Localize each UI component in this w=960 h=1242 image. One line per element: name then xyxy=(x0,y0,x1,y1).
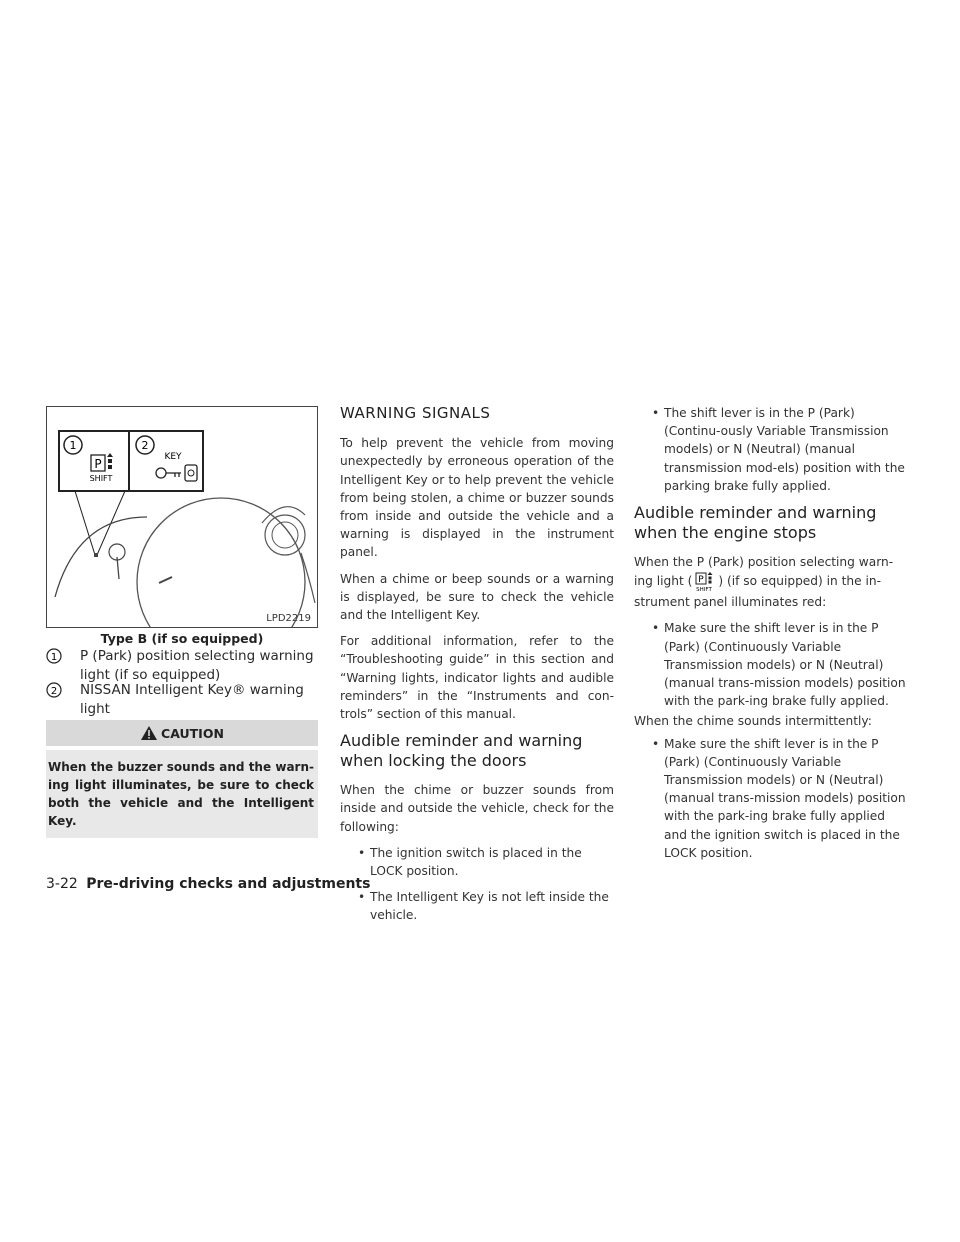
callout-2: 2 xyxy=(141,439,149,452)
caution-box xyxy=(46,720,318,838)
locking-intro: When the chime or buzzer sounds from inside and outside the vehicle, check for the following: xyxy=(340,783,614,834)
figure-instrument-panel xyxy=(46,406,318,628)
number-1-icon xyxy=(46,648,62,664)
svg-text:1: 1 xyxy=(50,652,58,663)
section-title: Pre-driving checks and adjustments xyxy=(86,876,371,892)
engine-bullet-2: • Make sure the shift lever is in the P (Park) (Continuously Variable Transmission models) or N (Neutral) (manual trans-mission models) position with the park-ing brake fully applied and the ignition switch is placed in the LOCK position. xyxy=(634,735,906,862)
instrument-cluster-illustration xyxy=(47,407,317,627)
warning-paragraph-3: For additional information, refer to the “Troubleshooting guide” in this section and “Warning lights, indicator lights and audible reminders” in the “Instruments and con-trols” section of this manual. xyxy=(340,634,614,722)
engine-intermittent: When the chime sounds intermittently: xyxy=(634,714,872,729)
warning-paragraph-1: To help prevent the vehicle from moving unexpectedly by erroneous operation of the Intelligent Key or to help prevent the vehicle from being stolen, a chime or buzzer sounds from inside and outside the vehicle and a warning is displayed in the instrument panel. xyxy=(340,436,614,560)
column-warning-signals xyxy=(340,404,614,933)
heading-warning-signals: WARNING SIGNALS xyxy=(340,404,491,422)
figure-code: LPD2219 xyxy=(266,613,311,624)
svg-text:KEY: KEY xyxy=(164,452,182,462)
callout-1: 1 xyxy=(69,439,77,452)
engine-intro xyxy=(634,553,906,611)
engine-intro-part-a: When the P (Park) position selecting warn-ing light ( xyxy=(634,555,894,589)
legend-item-1 xyxy=(46,647,318,685)
legend-text-1: P (Park) position selecting warning light (if so equipped) xyxy=(80,648,314,683)
number-2-icon xyxy=(46,682,62,698)
park-shift-icon xyxy=(694,571,716,593)
figure-caption: Type B (if so equipped) xyxy=(100,631,264,646)
warning-triangle-icon xyxy=(140,725,158,741)
svg-text:2: 2 xyxy=(50,686,58,697)
engine-bullet-1: • Make sure the shift lever is in the P (Park) (Continuously Variable Transmission models) or N (Neutral) (manual trans-mission models) position with the park-ing brake fully applied. xyxy=(634,619,906,710)
locking-bullet-2: • The Intelligent Key is not left inside the vehicle. xyxy=(340,888,614,924)
caution-text: When the buzzer sounds and the warn-ing light illuminates, be sure to check both the vehicle and the Intelligent Key. xyxy=(46,750,318,838)
svg-text:SHIFT: SHIFT xyxy=(696,587,713,594)
engine-intro-part-b: ) (if so equipped) in the in-strument panel illuminates red: xyxy=(634,574,882,610)
locking-bullet-3: • The shift lever is in the P (Park) (Continu-ously Variable Transmission models) or N (Neutral) (manual transmission mod-els) position with the parking brake fully applied. xyxy=(634,404,906,495)
legend-item-2 xyxy=(46,681,318,719)
svg-text:SHIFT: SHIFT xyxy=(89,474,113,483)
heading-engine-stops: Audible reminder and warning when the engine stops xyxy=(634,503,877,543)
caution-header xyxy=(46,720,318,746)
warning-paragraph-2: When a chime or beep sounds or a warning is displayed, be sure to check the vehicle and the Intelligent Key. xyxy=(340,571,614,623)
heading-locking-doors: Audible reminder and warning when locking the doors xyxy=(340,731,583,771)
svg-text:P: P xyxy=(94,457,102,471)
column-engine-stops xyxy=(634,404,906,870)
svg-text:P: P xyxy=(698,575,705,586)
page-number: 3-22 xyxy=(46,876,78,892)
caution-title: CAUTION xyxy=(161,725,224,741)
locking-bullet-1: • The ignition switch is placed in the LOCK position. xyxy=(340,844,614,880)
page-footer xyxy=(46,876,370,892)
legend-text-2: NISSAN Intelligent Key® warning light xyxy=(80,682,304,717)
